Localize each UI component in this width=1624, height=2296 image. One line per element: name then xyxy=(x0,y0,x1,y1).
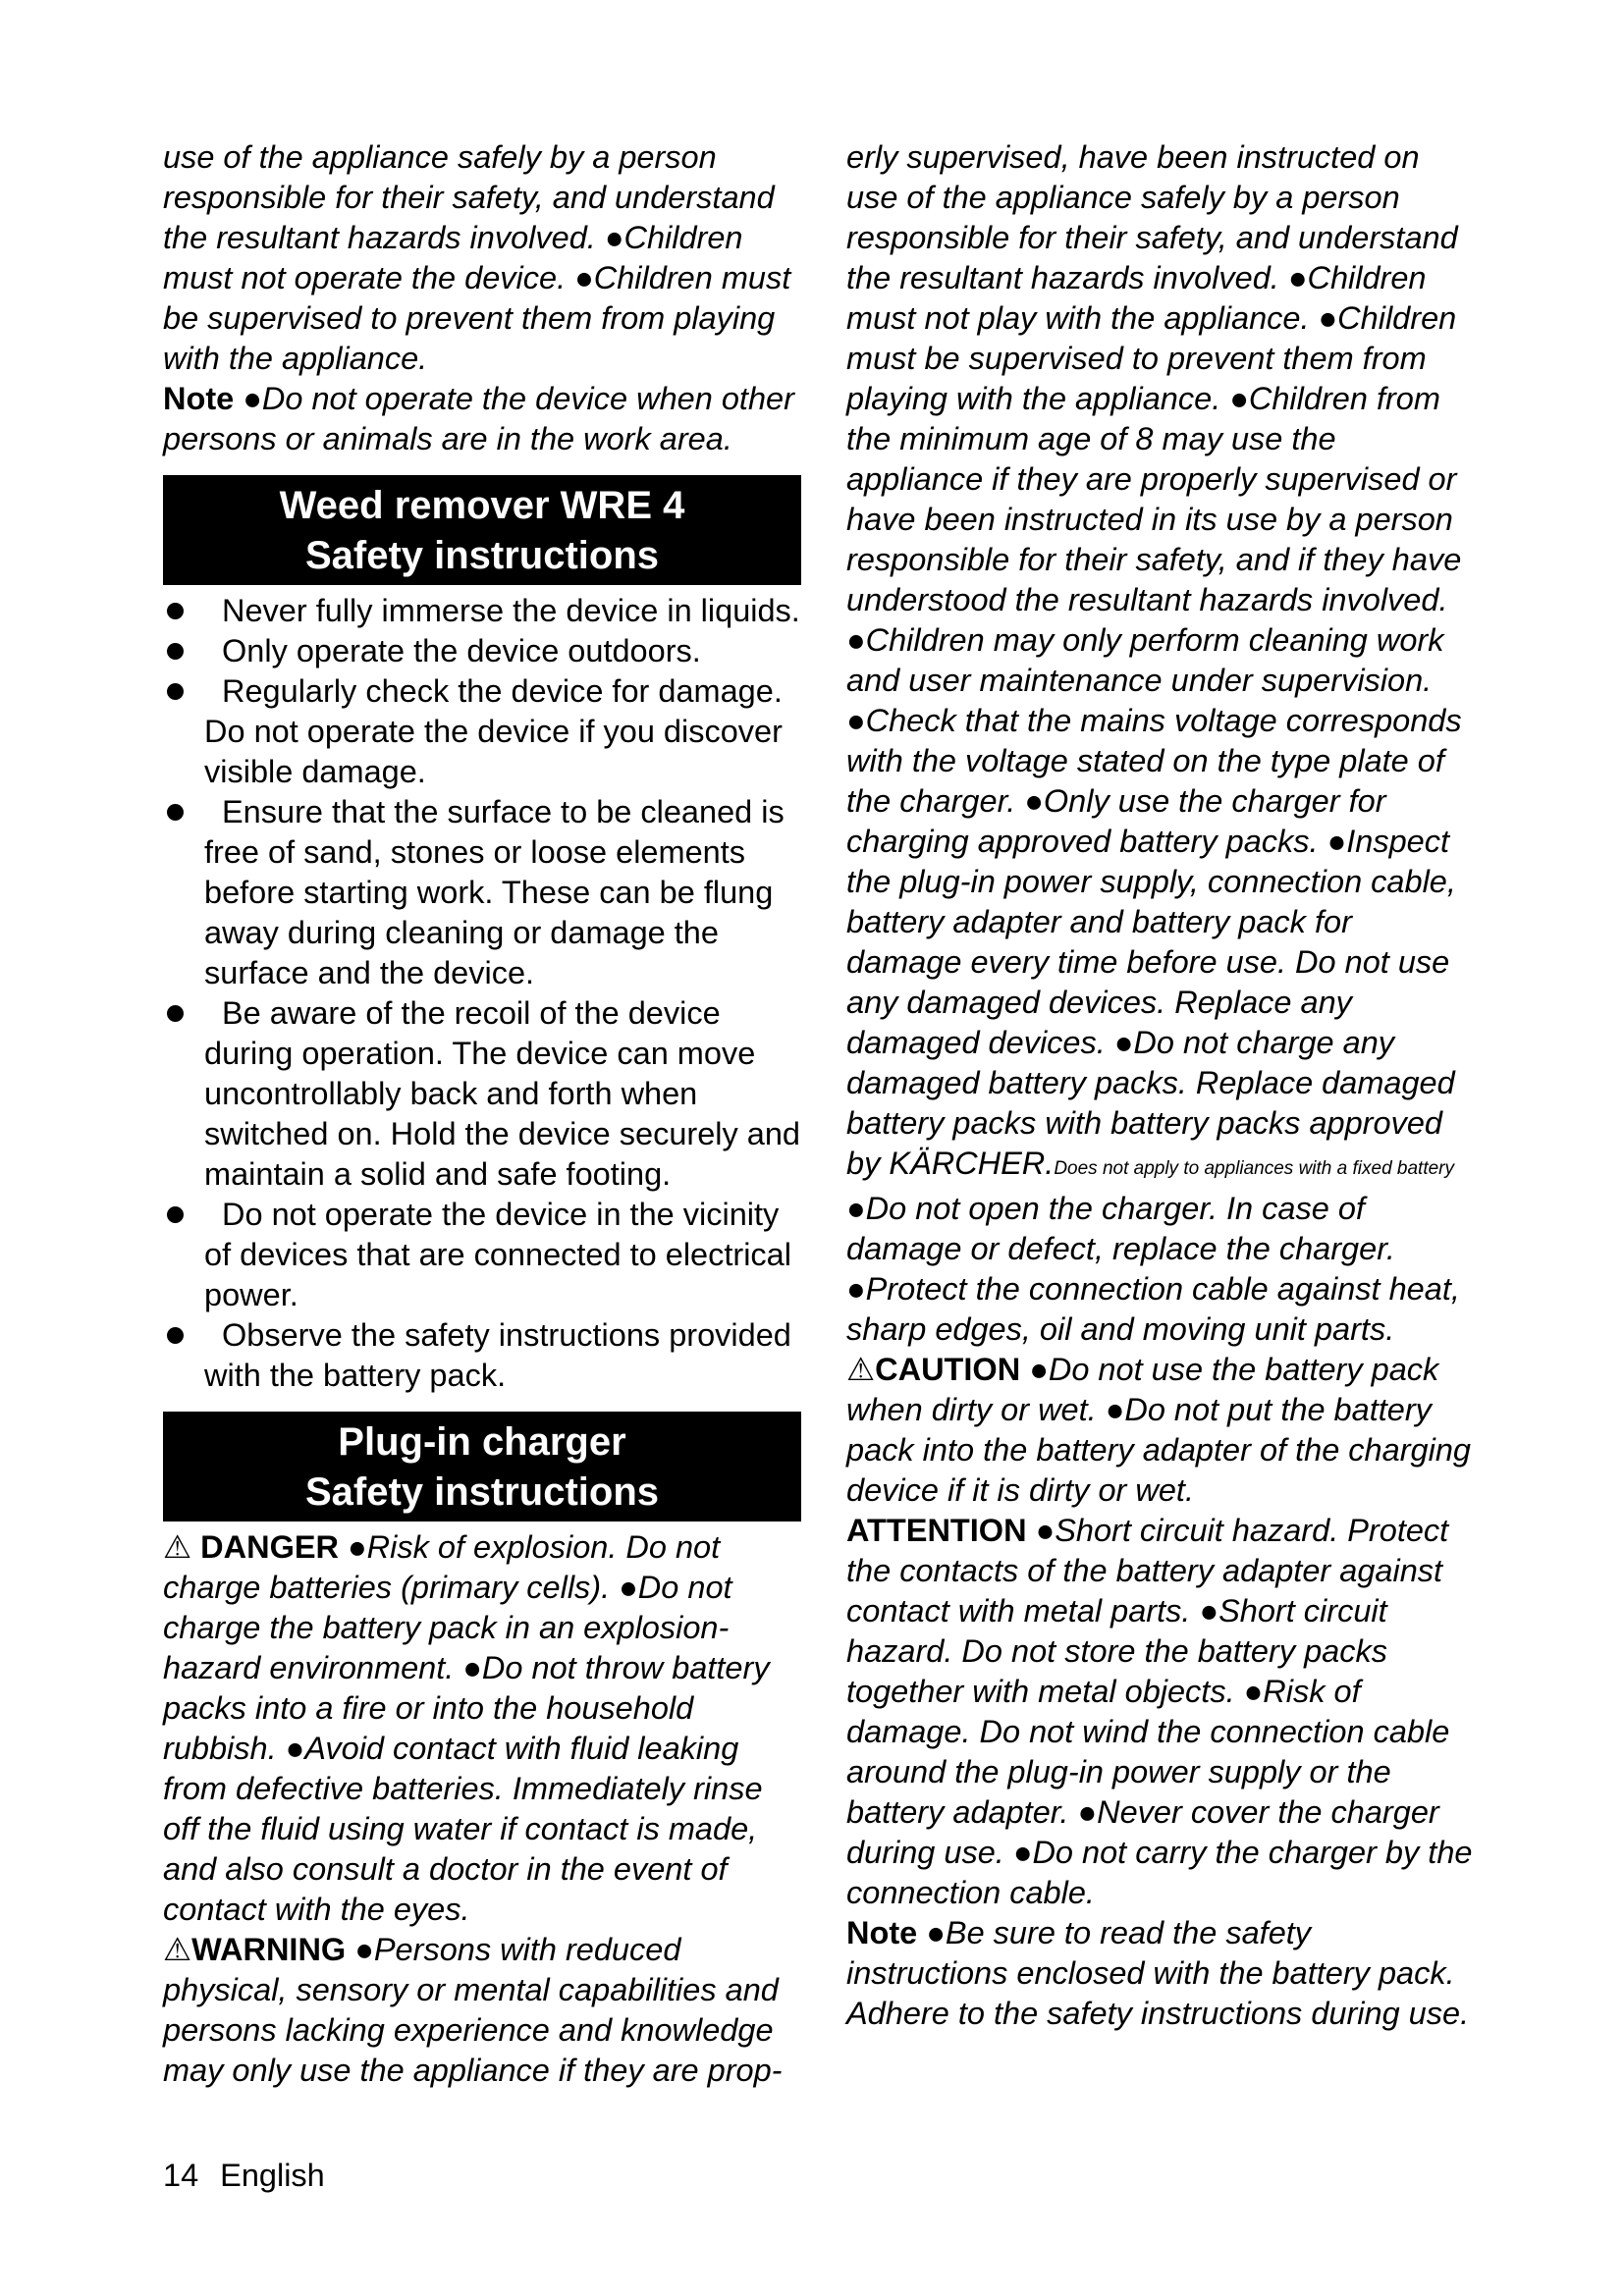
warning-paragraph xyxy=(163,1930,801,2091)
list-item: Be aware of the recoil of the device during operation. The device can move uncontrollably back and forth when switched on. Hold the device securely and maintain a solid and safe footing. xyxy=(163,993,801,1195)
charger-safety-paragraph xyxy=(846,137,1475,1350)
bullet-icon xyxy=(167,1206,184,1223)
banner-title: Plug-in charger xyxy=(338,1420,626,1464)
footnote-text: Does not apply to appliances with a fixed battery xyxy=(1054,1158,1454,1179)
danger-paragraph xyxy=(163,1527,801,1930)
charger-safety-text-end: ●Do not open the charger. In case of damage or defect, replace the charger. ●Protect the connection cable against heat, sharp edges, oil and moving unit parts. xyxy=(846,1191,1460,1347)
note-label: Note xyxy=(846,1915,918,1950)
note-label: Note xyxy=(163,381,235,416)
bullet-icon xyxy=(167,804,184,821)
caution-label: ⚠CAUTION xyxy=(846,1352,1021,1387)
attention-label: ATTENTION xyxy=(846,1513,1027,1548)
list-item: Only operate the device outdoors. xyxy=(163,631,801,671)
list-item: Regularly check the device for damage. Do not operate the device if you discover visible damage. xyxy=(163,671,801,792)
list-item: Never fully immerse the device in liquids. xyxy=(163,591,801,631)
warning-label: ⚠WARNING xyxy=(163,1932,347,1967)
page-footer xyxy=(163,2158,325,2194)
note-paragraph xyxy=(163,379,801,459)
bullet-icon xyxy=(167,1327,184,1344)
safety-bullet-list xyxy=(163,591,801,1396)
note-text: ●Be sure to read the safety instructions enclosed with the battery pack. Adhere to the safety instructions during use. xyxy=(846,1915,1470,2031)
list-item: Ensure that the surface to be cleaned is free of sand, stones or loose elements before starting work. These can be flung away during cleaning or damage the surface and the device. xyxy=(163,792,801,993)
banner-title: Weed remover WRE 4 xyxy=(279,484,685,527)
bullet-icon xyxy=(167,683,184,700)
danger-label: ⚠ DANGER xyxy=(163,1529,340,1565)
caution-text: ●Do not use the battery pack when dirty or wet. ●Do not put the battery pack into the battery adapter of the charging device if it is dirty or wet. xyxy=(846,1352,1471,1508)
danger-text: ●Risk of explosion. Do not charge batteries (primary cells). ●Do not charge the battery pack in an explosion-hazard environment. ●Do not throw battery packs into a fire or into the household rubbish. ●Avoid contact with fluid leaking from defective batteries. Immediately rinse off the fluid using water if contact is made, and also consult a doctor in the event of contact with the eyes. xyxy=(163,1529,770,1927)
banner-subtitle: Safety instructions xyxy=(304,1470,660,1514)
attention-paragraph xyxy=(846,1511,1475,1913)
section-banner-weed-remover xyxy=(163,475,801,585)
footer-language: English xyxy=(220,2158,325,2193)
bullet-icon xyxy=(167,643,184,660)
note-paragraph-right xyxy=(846,1913,1475,2034)
bullet-icon xyxy=(167,1005,184,1022)
note-text: ●Do not operate the device when other persons or animals are in the work area. xyxy=(163,381,794,456)
charger-safety-text: erly supervised, have been instructed on use of the appliance safely by a person responsible for their safety, and understand the resultant hazards involved. ●Children must not play with the appliance. ●Children must be supervised to prevent them from playing with the appliance. ●Children from the minimum age of 8 may use the appliance if they are properly supervised or have been instructed in its use by a person responsible for their safety, and if they have understood the resultant hazards involved. ●Children may only perform cleaning work and user maintenance under supervision. ●Check that the mains voltage corresponds with the voltage stated on the type plate of the charger. ●Only use the charger for charging approved battery packs. ●Inspect the plug-in power supply, connection cable, battery adapter and battery pack for damage every time before use. Do not use any damaged devices. Replace any damaged devices. ●Do not charge any damaged battery packs. Replace damaged battery packs with battery packs approved by KÄRCHER. xyxy=(846,139,1462,1181)
section-banner-plug-in-charger xyxy=(163,1412,801,1522)
right-column xyxy=(846,137,1475,2034)
attention-text: ●Short circuit hazard. Protect the contacts of the battery adapter against contact with metal parts. ●Short circuit hazard. Do not store the battery packs together with metal objects. ●Risk of damage. Do not wind the connection cable around the plug-in power supply or the battery adapter. ●Never cover the charger during use. ●Do not carry the charger by the connection cable. xyxy=(846,1513,1473,1910)
left-column xyxy=(163,137,801,2091)
list-item: Do not operate the device in the vicinity of devices that are connected to electrical power. xyxy=(163,1195,801,1315)
caution-paragraph xyxy=(846,1350,1475,1511)
bullet-icon xyxy=(167,603,184,619)
warning-text: ●Persons with reduced physical, sensory or mental capabilities and persons lacking experience and knowledge may only use the appliance if they are prop- xyxy=(163,1932,783,2088)
intro-paragraph: use of the appliance safely by a person responsible for their safety, and understand the resultant hazards involved. ●Children must not operate the device. ●Children must be supervised to prevent them from playing with the appliance. xyxy=(163,139,791,376)
page-number: 14 xyxy=(163,2158,199,2193)
list-item: Observe the safety instructions provided with the battery pack. xyxy=(163,1315,801,1396)
banner-subtitle: Safety instructions xyxy=(304,534,660,577)
